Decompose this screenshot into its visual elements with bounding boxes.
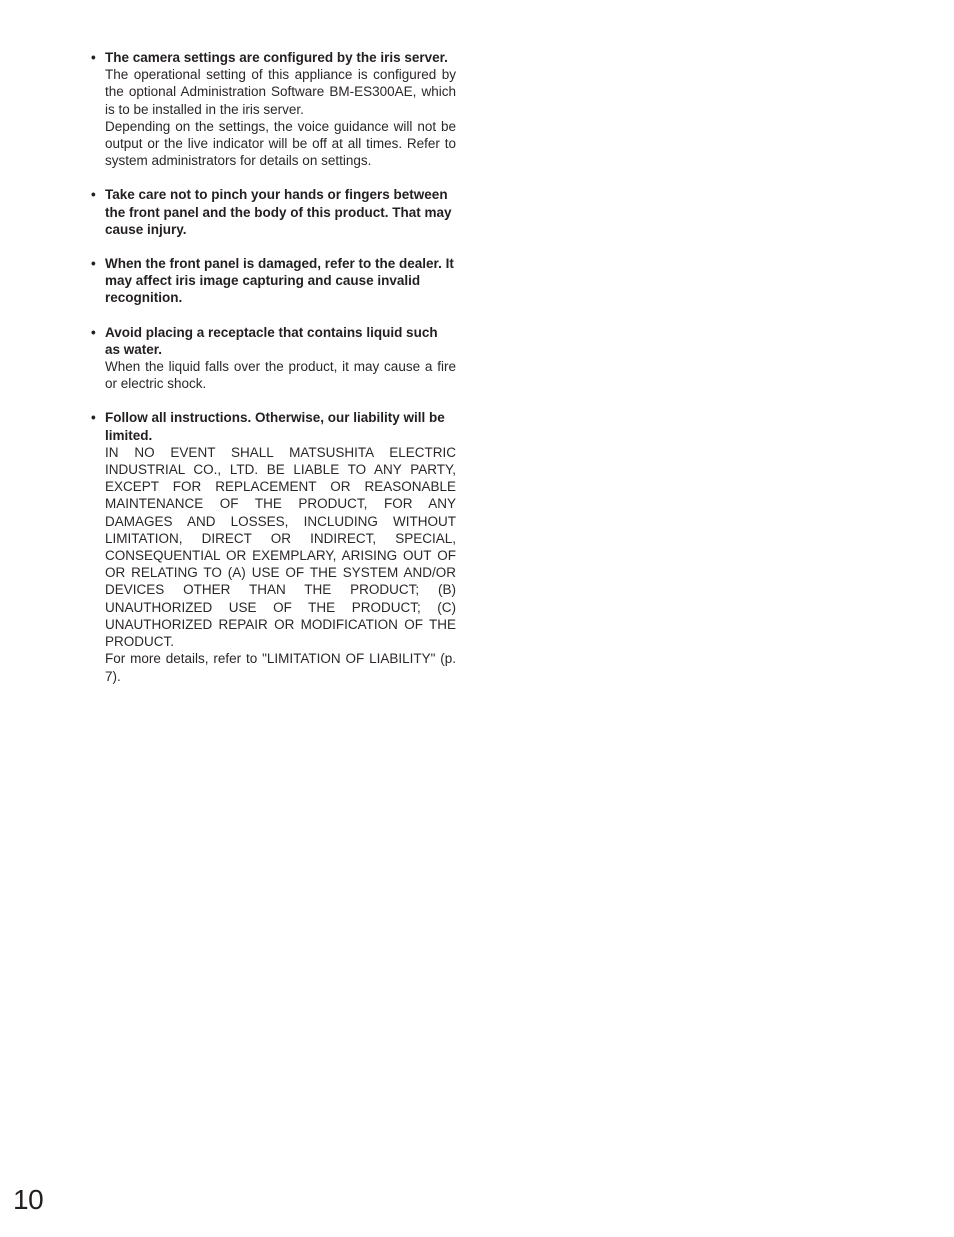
precaution-item-camera-settings	[89, 49, 456, 169]
precaution-heading: Avoid placing a receptacle that contains liquid such as water.	[105, 324, 438, 357]
precaution-item-pinch-hands	[89, 186, 456, 238]
bullet-icon: •	[91, 187, 96, 203]
bullet-icon: •	[91, 256, 96, 272]
precaution-heading: When the front panel is damaged, refer to the dealer. It may affect iris image capturing and cause invalid recognition.	[105, 256, 454, 306]
page-number: 10	[13, 1184, 44, 1215]
bullet-icon: •	[91, 50, 96, 65]
liability-disclaimer: IN NO EVENT SHALL MATSUSHITA ELECTRIC INDUSTRIAL CO., LTD. BE LIABLE TO ANY PARTY, EXCEPT FOR REPLACEMENT OR REASONABLE MAINTENANCE OF THE PRODUCT, FOR ANY DAMAGES AND LOSSES, INCLUDING WITHOUT LIMITATION, DIRECT OR INDIRECT, SPECIAL, CONSEQUENTIAL OR EXEMPLARY, ARISING OUT OF OR RELATING TO (A) USE OF THE SYSTEM AND/OR DEVICES OTHER THAN THE PRODUCT; (B) UNAUTHORIZED USE OF THE PRODUCT; (C) UNAUTHORIZED REPAIR OR MODIFICATION OF THE PRODUCT.	[105, 444, 456, 650]
liability-reference: For more details, refer to "LIMITATION OF LIABILITY" (p. 7).	[105, 651, 456, 684]
precaution-item-liquid	[89, 324, 456, 393]
precaution-item-front-panel-damaged	[89, 255, 456, 307]
precautions-column	[89, 49, 456, 702]
precaution-paragraph: The operational setting of this appliance is configured by the optional Administration Software BM-ES300AE, which is to be installed in the iris server.	[105, 67, 456, 117]
precaution-paragraph: When the liquid falls over the product, it may cause a fire or electric shock.	[105, 359, 456, 392]
precaution-paragraph: Depending on the settings, the voice guidance will not be output or the live indicator will be off at all times. Refer to system administrators for details on settings.	[105, 118, 456, 169]
precaution-heading: Follow all instructions. Otherwise, our liability will be limited.	[105, 410, 445, 443]
precaution-item-liability	[89, 409, 456, 684]
precaution-heading: The camera settings are configured by the iris server.	[105, 50, 448, 65]
precaution-heading: Take care not to pinch your hands or fingers between the front panel and the body of this product. That may cause injury.	[105, 187, 452, 237]
bullet-icon: •	[91, 410, 96, 426]
bullet-icon: •	[91, 324, 96, 340]
